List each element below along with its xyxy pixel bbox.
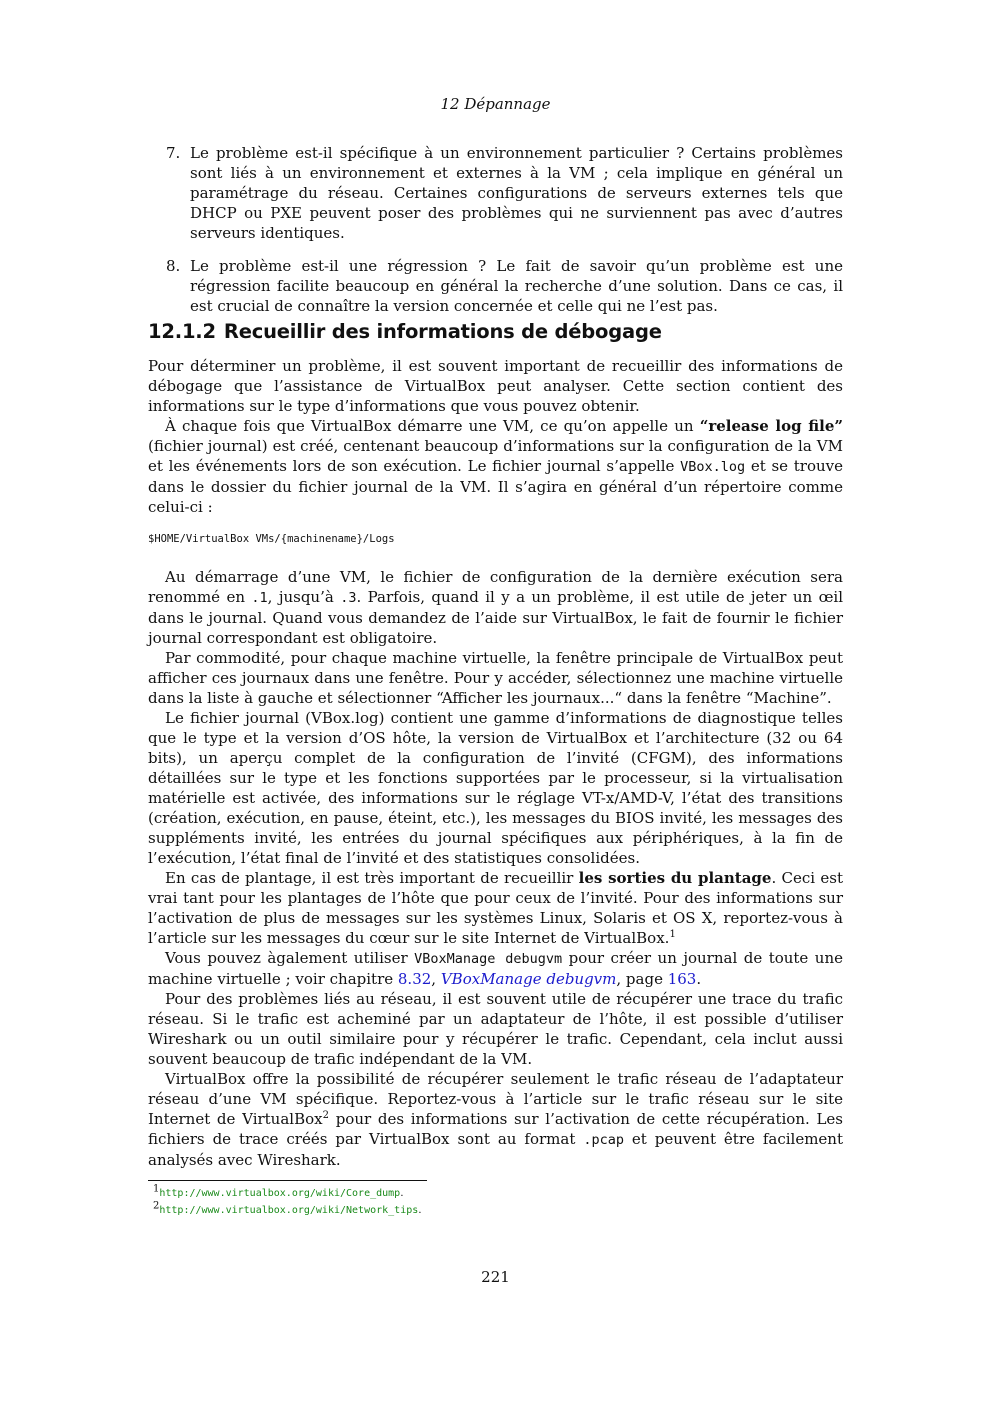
paragraph: Le fichier journal (VBox.log) contient une gamme d’informations de diagnostique telles que le type et la version d’OS hôte, la version de VirtualBox et l’architecture (32 ou 64 bits), un aperçu complet de la configuration de l’invité (CFGM), des informations détaillées sur le type et les fonctions supportées par le processeur, si la virtualisation matérielle est activée, des informations sur le réglage VT-x/AMD-V, l’état des transitions (création, exécution, en pause, éteint, etc.), les messages du BIOS invité, les messages des suppléments invité, les entrées du journal spécifiques aux périphériques, à la fin de l’exécution, l’état final de l’invité et des statistiques consolidées. xyxy=(148,709,843,867)
footnote-marker[interactable]: 1 xyxy=(669,929,676,940)
chapter-link[interactable]: 8.32 xyxy=(397,970,432,988)
text-span: À chaque fois que VirtualBox démarre une VM, ce qu’on appelle un xyxy=(165,417,700,435)
list-item-number: 7. xyxy=(166,144,181,162)
text-span: et peuvent être facilement analysés avec Wireshark. xyxy=(148,1130,843,1169)
text-span: , xyxy=(431,970,441,988)
footnote-punct: . xyxy=(418,1204,422,1216)
running-header: 12 Dépannage xyxy=(440,95,551,113)
paragraph xyxy=(148,567,843,648)
footnote xyxy=(153,1202,422,1219)
text-span: , jusqu’à xyxy=(267,588,341,606)
footnotes xyxy=(153,1185,422,1219)
section-body xyxy=(148,356,843,1170)
footnote-number: 2 xyxy=(153,1200,160,1212)
page-number: 221 xyxy=(481,1268,510,1286)
footnote-url[interactable]: http://www.virtualbox.org/wiki/Network_tips xyxy=(159,1205,419,1216)
paragraph xyxy=(148,948,843,989)
paragraph: Pour déterminer un problème, il est souvent important de recueillir des informations de débogage que l’assistance de VirtualBox peut analyser. Cette section contient des informations sur le type d’informations que vous pouvez obtenir. xyxy=(148,357,843,415)
chapter-title-link[interactable]: VBoxManage debugvm xyxy=(440,970,617,988)
text-span: . Ceci est vrai tant pour les plantages de l’hôte que pour ceux de l’invité. Pour des informations sur l’activation de plus de messages sur les systèmes Linux, Solaris et OS X, reportez-vous à l’article sur les messages du cœur sur le site Internet de VirtualBox. xyxy=(148,869,843,947)
text-span: . Parfois, quand il y a un problème, il est utile de jeter un œil dans le journal. Quand vous demandez de l’aide sur VirtualBox, le fait de fournir le fichier journal correspondant est obligatoire. xyxy=(148,588,843,647)
text-span: et se trouve dans le dossier du fichier journal de la VM. Il s’agira en général d’un répertoire comme celui-ci : xyxy=(148,457,843,516)
list-item xyxy=(148,256,843,316)
bold-term: les sorties du plantage xyxy=(578,869,772,887)
paragraph xyxy=(148,1069,843,1170)
list-item-number: 8. xyxy=(166,257,181,275)
footnote-divider xyxy=(148,1180,427,1181)
section-heading xyxy=(148,320,662,343)
section-number: 12.1.2 xyxy=(148,320,216,343)
inline-code: VBoxManage debugvm xyxy=(414,951,563,967)
text-span: . xyxy=(696,970,702,988)
page-link[interactable]: 163 xyxy=(667,970,697,988)
list-item xyxy=(148,143,843,243)
text-span: En cas de plantage, il est très important de recueillir xyxy=(165,869,579,887)
footnote-url[interactable]: http://www.virtualbox.org/wiki/Core_dump xyxy=(159,1188,401,1199)
paragraph xyxy=(148,416,843,517)
text-span: pour créer un journal de toute une machine virtuelle ; voir chapitre xyxy=(148,949,843,988)
inline-code: VBox.log xyxy=(680,459,746,475)
text-span: Vous pouvez àgalement utiliser xyxy=(165,949,415,967)
text-span: VirtualBox offre la possibilité de récupérer seulement le trafic réseau de l’adaptateur réseau d’une VM spécifique. Reportez-vous à l’article sur le trafic réseau sur le site Internet de VirtualBox xyxy=(148,1070,843,1128)
paragraph: Pour des problèmes liés au réseau, il est souvent utile de récupérer une trace du trafic réseau. Si le trafic est acheminé par un adaptateur de l’hôte, il est possible d’utiliser Wireshark ou un outil similaire pour y récupérer le trafic. Cependant, cela inclut aussi souvent beaucoup de trafic indépendant de la VM. xyxy=(148,990,843,1068)
inline-code: .1 xyxy=(251,590,268,606)
numbered-list xyxy=(148,143,843,329)
text-span: (fichier journal) est créé, centenant beaucoup d’informations sur la configuration de la VM et les événements lors de son exécution. Le fichier journal s’appelle xyxy=(148,437,843,475)
footnote-number: 1 xyxy=(153,1183,160,1195)
paragraph: Par commodité, pour chaque machine virtuelle, la fenêtre principale de VirtualBox peut afficher ces journaux dans une fenêtre. Pour y accéder, sélectionnez une machine virtuelle dans la liste à gauche et sélectionner “Afficher les journaux...“ dans la fenêtre “Machine”. xyxy=(148,649,843,707)
text-span: pour des informations sur l’activation de cette récupération. Les fichiers de trace créés par VirtualBox sont au format xyxy=(148,1110,843,1148)
paragraph xyxy=(148,868,843,948)
text-span: Au démarrage d’une VM, le fichier de configuration de la dernière exécution sera renommé en xyxy=(148,568,843,606)
text-span: , page xyxy=(616,970,668,988)
section-title-text: Recueillir des informations de débogage xyxy=(223,320,662,343)
footnote-marker[interactable]: 2 xyxy=(322,1110,329,1121)
list-item-text: Le problème est-il spécifique à un environnement particulier ? Certains problèmes sont liés à un environnement et externes à la VM ; cela implique en général un paramétrage du réseau. Certaines configurations de serveurs externes tels que DHCP ou PXE peuvent poser des problèmes qui ne surviennent pas avec d’autres serveurs identiques. xyxy=(190,144,843,242)
bold-term: “release log file” xyxy=(699,417,844,435)
list-item-text: Le problème est-il une régression ? Le fait de savoir qu’un problème est une régression facilite beaucoup en général la recherche d’une solution. Dans ce cas, il est crucial de connaître la version concernée et celle qui ne l’est pas. xyxy=(190,257,843,315)
inline-code: .3 xyxy=(340,590,357,606)
footnote xyxy=(153,1185,422,1202)
inline-code: .pcap xyxy=(583,1132,624,1148)
footnote-punct: . xyxy=(400,1187,404,1199)
code-path: $HOME/VirtualBox VMs/{machinename}/Logs xyxy=(148,533,395,545)
document-page xyxy=(148,0,843,1403)
